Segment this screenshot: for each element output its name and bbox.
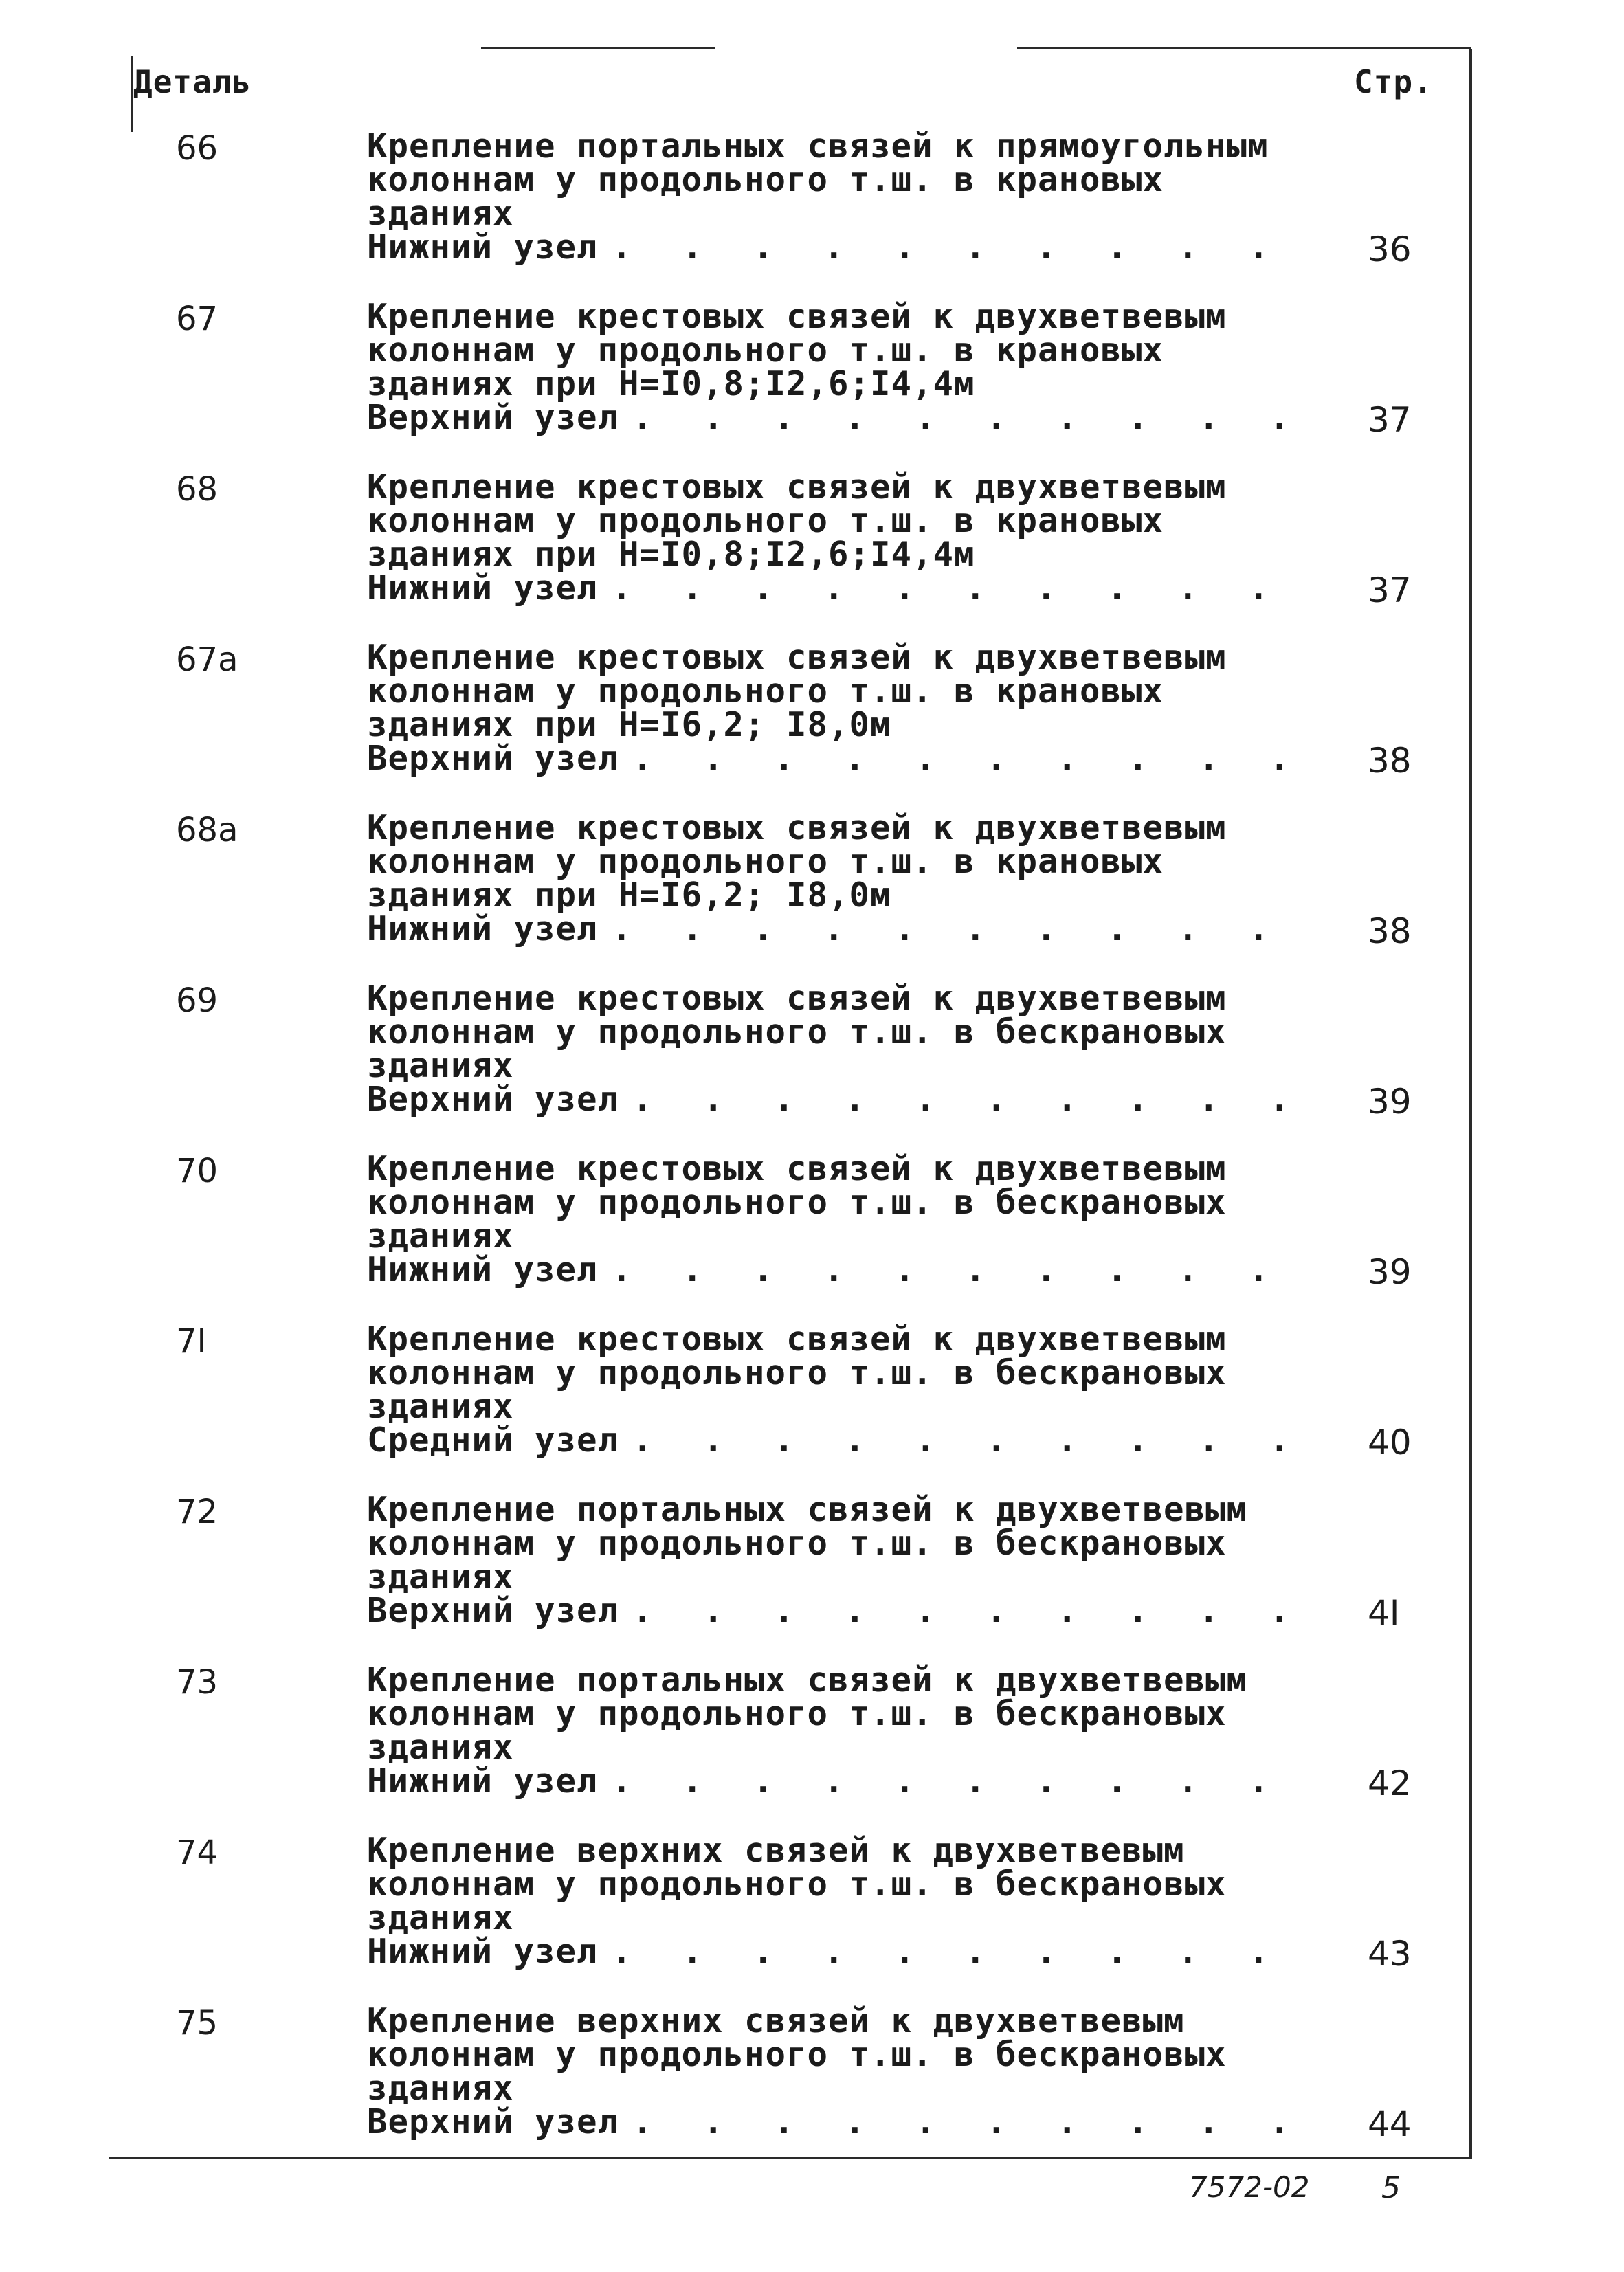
node-line xyxy=(367,739,1309,778)
description-line: зданиях xyxy=(367,1557,514,1596)
dot-leader xyxy=(598,571,1309,605)
dot-leader xyxy=(619,1423,1309,1457)
description-line: Крепление крестовых связей к двухветвевым xyxy=(367,808,1227,847)
node-line xyxy=(367,227,1309,267)
page-number: 38 xyxy=(1368,741,1412,781)
detail-number: 74 xyxy=(176,1834,219,1872)
node-line xyxy=(367,1250,1309,1289)
detail-description xyxy=(367,1660,1309,1801)
document-code: 7572-02 xyxy=(1189,2170,1310,2204)
description-line: колоннам у продольного т.ш. в бескрановых xyxy=(367,1183,1227,1222)
detail-number: 73 xyxy=(176,1663,219,1702)
page-number: 37 xyxy=(1368,570,1412,610)
detail-number: 69 xyxy=(176,981,219,1020)
page-number: 42 xyxy=(1368,1763,1412,1803)
node-label: Нижний узел xyxy=(367,1761,598,1801)
page-number: 40 xyxy=(1368,1423,1412,1462)
page-number: 39 xyxy=(1368,1082,1412,1122)
dot-leader xyxy=(598,1253,1309,1287)
node-line xyxy=(367,1932,1309,1971)
detail-description xyxy=(367,638,1309,778)
description-line: колоннам у продольного т.ш. в крановых xyxy=(367,160,1164,199)
description-line: колоннам у продольного т.ш. в бескрановых xyxy=(367,1864,1227,1904)
description-line: Крепление крестовых связей к двухветвевым xyxy=(367,297,1227,336)
dot-leader xyxy=(619,742,1309,775)
node-label: Средний узел xyxy=(367,1421,619,1460)
node-line xyxy=(367,2102,1309,2141)
detail-description xyxy=(367,1149,1309,1289)
description-line: зданиях xyxy=(367,1387,514,1426)
node-label: Верхний узел xyxy=(367,1591,619,1630)
dot-leader xyxy=(598,230,1309,264)
description-line: колоннам у продольного т.ш. в бескрановых xyxy=(367,1012,1227,1051)
description-line: зданиях при Н=I6,2; I8,0м xyxy=(367,876,891,915)
page-number: 36 xyxy=(1368,230,1412,269)
node-label: Верхний узел xyxy=(367,398,619,437)
detail-number: 68а xyxy=(176,811,238,849)
page-number: 43 xyxy=(1368,1934,1412,1974)
node-label: Нижний узел xyxy=(367,568,598,608)
description-line: колоннам у продольного т.ш. в крановых xyxy=(367,842,1164,881)
node-line xyxy=(367,1421,1309,1460)
dot-leader xyxy=(598,1935,1309,1968)
description-line: Крепление портальных связей к двухветвевым xyxy=(367,1490,1248,1529)
node-label: Нижний узел xyxy=(367,227,598,267)
description-line: колоннам у продольного т.ш. в крановых xyxy=(367,501,1164,540)
detail-description xyxy=(367,467,1309,608)
description-line: зданиях при Н=I6,2; I8,0м xyxy=(367,705,891,744)
description-line: Крепление крестовых связей к двухветвевым xyxy=(367,1149,1227,1188)
description-line: колоннам у продольного т.ш. в крановых xyxy=(367,331,1164,370)
detail-description xyxy=(367,1490,1309,1630)
description-line: колоннам у продольного т.ш. в бескрановых xyxy=(367,1694,1227,1733)
description-line: зданиях при Н=I0,8;I2,6;I4,4м xyxy=(367,364,975,403)
description-line: зданиях xyxy=(367,2069,514,2108)
description-line: Крепление портальных связей к прямоугольным xyxy=(367,126,1269,166)
node-label: Верхний узел xyxy=(367,739,619,778)
description-line: зданиях xyxy=(367,1216,514,1256)
description-line: зданиях xyxy=(367,1898,514,1937)
dot-leader xyxy=(598,912,1309,946)
description-line: Крепление крестовых связей к двухветвевым xyxy=(367,1319,1227,1359)
description-line: зданиях xyxy=(367,1046,514,1085)
node-label: Верхний узел xyxy=(367,1080,619,1119)
node-label: Нижний узел xyxy=(367,1250,598,1289)
description-line: Крепление крестовых связей к двухветвевым xyxy=(367,638,1227,677)
dot-leader xyxy=(619,1594,1309,1627)
node-line xyxy=(367,909,1309,948)
description-line: колоннам у продольного т.ш. в бескрановых xyxy=(367,2035,1227,2074)
column-header-detail: Деталь xyxy=(133,63,252,100)
page-number: 44 xyxy=(1368,2104,1412,2144)
detail-description xyxy=(367,1319,1309,1460)
description-line: Крепление крестовых связей к двухветвевым xyxy=(367,467,1227,506)
dot-leader xyxy=(619,401,1309,434)
node-line xyxy=(367,1761,1309,1801)
detail-number: 72 xyxy=(176,1493,219,1531)
description-line: зданиях xyxy=(367,1728,514,1767)
node-label: Верхний узел xyxy=(367,2102,619,2141)
detail-description xyxy=(367,297,1309,437)
description-line: Крепление верхних связей к двухветвевым xyxy=(367,1831,1185,1870)
page-number: 37 xyxy=(1368,400,1412,440)
dot-leader xyxy=(619,1082,1309,1116)
description-line: колоннам у продольного т.ш. в бескрановых xyxy=(367,1524,1227,1563)
detail-description xyxy=(367,1831,1309,1971)
node-line xyxy=(367,398,1309,437)
node-line xyxy=(367,1080,1309,1119)
node-label: Нижний узел xyxy=(367,909,598,948)
description-line: Крепление верхних связей к двухветвевым xyxy=(367,2001,1185,2040)
page-number: 39 xyxy=(1368,1252,1412,1292)
detail-description xyxy=(367,808,1309,948)
page-number: 38 xyxy=(1368,911,1412,951)
detail-number: 7I xyxy=(176,1322,207,1361)
detail-description xyxy=(367,126,1309,267)
detail-number: 66 xyxy=(176,129,219,168)
page-number: 4I xyxy=(1368,1593,1400,1633)
description-line: зданиях xyxy=(367,194,514,233)
top-rule-right xyxy=(1017,47,1471,49)
detail-number: 70 xyxy=(176,1152,219,1190)
detail-description xyxy=(367,2001,1309,2141)
description-line: Крепление портальных связей к двухветвевым xyxy=(367,1660,1248,1700)
description-line: Крепление крестовых связей к двухветвевым xyxy=(367,979,1227,1018)
detail-number: 67а xyxy=(176,641,238,679)
column-header-page: Стр. xyxy=(1354,63,1433,100)
description-line: колоннам у продольного т.ш. в крановых xyxy=(367,671,1164,711)
description-line: колоннам у продольного т.ш. в бескрановых xyxy=(367,1353,1227,1392)
frame-left-tick xyxy=(131,56,133,132)
node-line xyxy=(367,1591,1309,1630)
description-line: зданиях при Н=I0,8;I2,6;I4,4м xyxy=(367,535,975,574)
dot-leader xyxy=(598,1764,1309,1798)
node-label: Нижний узел xyxy=(367,1932,598,1971)
detail-number: 68 xyxy=(176,470,219,509)
detail-description xyxy=(367,979,1309,1119)
detail-number: 67 xyxy=(176,300,219,338)
node-line xyxy=(367,568,1309,608)
dot-leader xyxy=(619,2105,1309,2139)
detail-number: 75 xyxy=(176,2004,219,2042)
top-rule-left xyxy=(481,47,715,49)
sheet-number: 5 xyxy=(1381,2170,1401,2205)
